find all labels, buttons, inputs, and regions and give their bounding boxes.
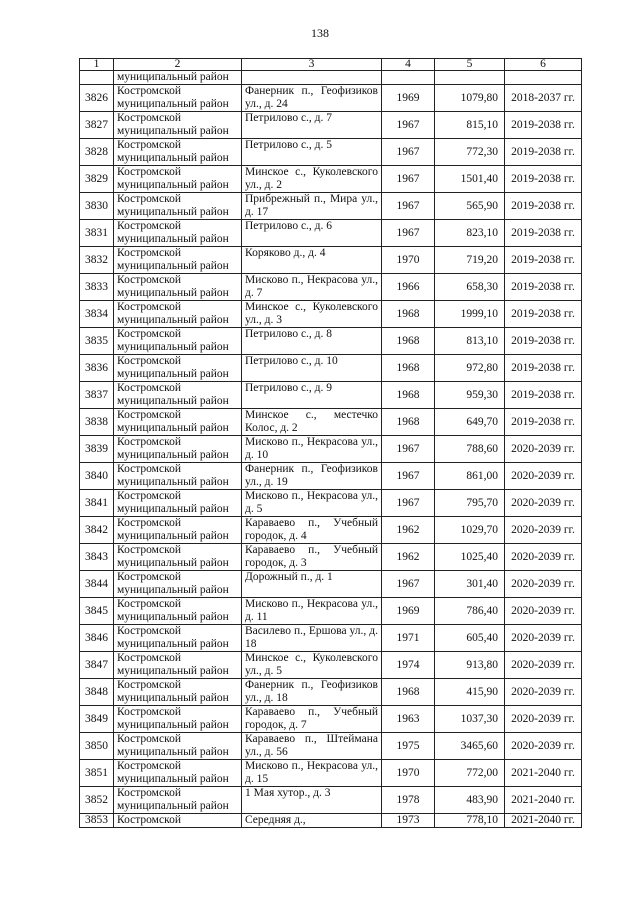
period-cell: 2019-2038 гг. (505, 409, 582, 436)
row-number-cell: 3843 (80, 544, 114, 571)
year-cell: 1962 (382, 544, 435, 571)
district-cell: Костромской муниципальный район (114, 139, 242, 166)
table-row (80, 760, 582, 787)
row-number-cell: 3847 (80, 652, 114, 679)
area-cell: 565,90 (435, 193, 505, 220)
area-cell: 913,80 (435, 652, 505, 679)
address-cell: Коряково д., д. 4 (242, 247, 382, 274)
area-cell: 815,10 (435, 112, 505, 139)
address-cell: Караваево п., Учебный городок, д. 3 (242, 544, 382, 571)
period-cell: 2020-2039 гг. (505, 490, 582, 517)
area-cell: 719,20 (435, 247, 505, 274)
year-cell: 1967 (382, 166, 435, 193)
row-number-cell: 3831 (80, 220, 114, 247)
table-row (80, 328, 582, 355)
area-cell: 772,00 (435, 760, 505, 787)
year-cell: 1962 (382, 517, 435, 544)
district-cell: Костромской муниципальный район (114, 193, 242, 220)
period-cell: 2021-2040 гг. (505, 787, 582, 814)
column-header: 2 (114, 59, 242, 71)
row-number-cell: 3839 (80, 436, 114, 463)
row-number-cell: 3849 (80, 706, 114, 733)
district-cell: Костромской муниципальный район (114, 409, 242, 436)
area-cell: 861,00 (435, 463, 505, 490)
period-cell: 2019-2038 гг. (505, 382, 582, 409)
district-cell: Костромской муниципальный район (114, 328, 242, 355)
year-cell: 1975 (382, 733, 435, 760)
year-cell: 1974 (382, 652, 435, 679)
district-cell: Костромской муниципальный район (114, 679, 242, 706)
area-cell: 415,90 (435, 679, 505, 706)
row-number-cell: 3851 (80, 760, 114, 787)
address-cell: Мисково п., Некрасова ул., д. 15 (242, 760, 382, 787)
row-number-cell: 3830 (80, 193, 114, 220)
area-cell: 658,30 (435, 274, 505, 301)
year-cell: 1968 (382, 301, 435, 328)
district-cell: Костромской муниципальный район (114, 436, 242, 463)
row-number-cell: 3852 (80, 787, 114, 814)
table-row (80, 625, 582, 652)
table-row (80, 463, 582, 490)
district-cell: Костромской (114, 814, 242, 828)
year-cell: 1967 (382, 463, 435, 490)
district-cell: Костромской муниципальный район (114, 517, 242, 544)
district-cell: Костромской муниципальный район (114, 85, 242, 112)
row-number-cell: 3846 (80, 625, 114, 652)
period-cell: 2020-2039 гг. (505, 517, 582, 544)
year-cell: 1966 (382, 274, 435, 301)
district-cell: Костромской муниципальный район (114, 787, 242, 814)
year-cell: 1967 (382, 139, 435, 166)
table-row (80, 166, 582, 193)
table-cell (505, 71, 582, 85)
table-row (80, 544, 582, 571)
year-cell: 1968 (382, 328, 435, 355)
area-cell: 483,90 (435, 787, 505, 814)
address-cell: Минское с., Куколевского ул., д. 2 (242, 166, 382, 193)
period-cell: 2020-2039 гг. (505, 733, 582, 760)
address-cell: Дорожный п., д. 1 (242, 571, 382, 598)
area-cell: 778,10 (435, 814, 505, 828)
header-row (80, 59, 582, 71)
row-number-cell: 3832 (80, 247, 114, 274)
year-cell: 1967 (382, 436, 435, 463)
period-cell: 2020-2039 гг. (505, 679, 582, 706)
table-row (80, 733, 582, 760)
year-cell: 1970 (382, 760, 435, 787)
row-number-cell: 3840 (80, 463, 114, 490)
address-cell: Мисково п., Некрасова ул., д. 11 (242, 598, 382, 625)
district-cell: Костромской муниципальный район (114, 760, 242, 787)
row-number-cell: 3835 (80, 328, 114, 355)
housing-table (79, 58, 582, 828)
year-cell: 1968 (382, 409, 435, 436)
table-row (80, 706, 582, 733)
address-cell: Минское с., местечко Колос, д. 2 (242, 409, 382, 436)
address-cell: Петрилово с., д. 10 (242, 355, 382, 382)
area-cell: 772,30 (435, 139, 505, 166)
area-cell: 795,70 (435, 490, 505, 517)
period-cell: 2019-2038 гг. (505, 274, 582, 301)
address-cell: Минское с., Куколевского ул., д. 5 (242, 652, 382, 679)
address-cell: Мисково п., Некрасова ул., д. 7 (242, 274, 382, 301)
district-cell: Костромской муниципальный район (114, 571, 242, 598)
table-row (80, 382, 582, 409)
period-cell: 2019-2038 гг. (505, 139, 582, 166)
period-cell: 2021-2040 гг. (505, 814, 582, 828)
period-cell: 2019-2038 гг. (505, 220, 582, 247)
district-cell: Костромской муниципальный район (114, 166, 242, 193)
table-row (80, 436, 582, 463)
year-cell: 1967 (382, 193, 435, 220)
address-cell: Минское с., Куколевского ул., д. 3 (242, 301, 382, 328)
table-row (80, 652, 582, 679)
period-cell: 2020-2039 гг. (505, 544, 582, 571)
table-row (80, 490, 582, 517)
period-cell: 2019-2038 гг. (505, 112, 582, 139)
row-number-cell: 3826 (80, 85, 114, 112)
year-cell: 1968 (382, 382, 435, 409)
period-cell: 2018-2037 гг. (505, 85, 582, 112)
address-cell: Петрилово с., д. 5 (242, 139, 382, 166)
address-cell: Караваево п., Учебный городок, д. 7 (242, 706, 382, 733)
address-cell: Фанерник п., Геофизиков ул., д. 18 (242, 679, 382, 706)
table-row (80, 139, 582, 166)
period-cell: 2020-2039 гг. (505, 625, 582, 652)
table-cell (80, 71, 114, 85)
period-cell: 2021-2040 гг. (505, 760, 582, 787)
area-cell: 605,40 (435, 625, 505, 652)
page-number: 138 (311, 26, 329, 40)
table-row (80, 517, 582, 544)
address-cell: Фанерник п., Геофизиков ул., д. 24 (242, 85, 382, 112)
district-cell: Костромской муниципальный район (114, 544, 242, 571)
area-cell: 1025,40 (435, 544, 505, 571)
district-cell: Костромской муниципальный район (114, 220, 242, 247)
year-cell: 1963 (382, 706, 435, 733)
area-cell: 1037,30 (435, 706, 505, 733)
district-cell: Костромской муниципальный район (114, 382, 242, 409)
table-row (80, 85, 582, 112)
column-header: 3 (242, 59, 382, 71)
period-cell: 2019-2038 гг. (505, 247, 582, 274)
row-number-cell: 3836 (80, 355, 114, 382)
row-number-cell: 3837 (80, 382, 114, 409)
table-row (80, 247, 582, 274)
district-cell: Костромской муниципальный район (114, 625, 242, 652)
table-row (80, 355, 582, 382)
table-row-partial (80, 814, 582, 828)
column-header: 5 (435, 59, 505, 71)
address-cell: Прибрежный п., Мира ул., д. 17 (242, 193, 382, 220)
table-cell (242, 71, 382, 85)
period-cell: 2019-2038 гг. (505, 166, 582, 193)
area-cell: 1029,70 (435, 517, 505, 544)
period-cell: 2019-2038 гг. (505, 193, 582, 220)
year-cell: 1967 (382, 220, 435, 247)
period-cell: 2020-2039 гг. (505, 706, 582, 733)
row-number-cell: 3853 (80, 814, 114, 828)
address-cell: Середняя д., (242, 814, 382, 828)
row-number-cell: 3845 (80, 598, 114, 625)
row-number-cell: 3842 (80, 517, 114, 544)
year-cell: 1968 (382, 679, 435, 706)
period-cell: 2019-2038 гг. (505, 301, 582, 328)
year-cell: 1969 (382, 85, 435, 112)
row-number-cell: 3827 (80, 112, 114, 139)
address-cell: 1 Мая хутор., д. 3 (242, 787, 382, 814)
district-cell: Костромской муниципальный район (114, 598, 242, 625)
address-cell: Мисково п., Некрасова ул., д. 5 (242, 490, 382, 517)
address-cell: Караваево п., Учебный городок, д. 4 (242, 517, 382, 544)
area-cell: 1501,40 (435, 166, 505, 193)
table-row (80, 220, 582, 247)
row-number-cell: 3841 (80, 490, 114, 517)
row-number-cell: 3850 (80, 733, 114, 760)
district-cell: муниципальный район (114, 71, 242, 85)
table-row (80, 409, 582, 436)
district-cell: Костромской муниципальный район (114, 247, 242, 274)
district-cell: Костромской муниципальный район (114, 355, 242, 382)
period-cell: 2019-2038 гг. (505, 355, 582, 382)
period-cell: 2020-2039 гг. (505, 652, 582, 679)
row-number-cell: 3829 (80, 166, 114, 193)
row-number-cell: 3833 (80, 274, 114, 301)
column-header: 4 (382, 59, 435, 71)
district-cell: Костромской муниципальный район (114, 490, 242, 517)
table-row (80, 112, 582, 139)
table-row (80, 193, 582, 220)
district-cell: Костромской муниципальный район (114, 733, 242, 760)
area-cell: 301,40 (435, 571, 505, 598)
address-cell: Мисково п., Некрасова ул., д. 10 (242, 436, 382, 463)
year-cell: 1970 (382, 247, 435, 274)
district-cell: Костромской муниципальный район (114, 301, 242, 328)
table-row (80, 679, 582, 706)
area-cell: 3465,60 (435, 733, 505, 760)
table-row (80, 598, 582, 625)
address-cell: Фанерник п., Геофизиков ул., д. 19 (242, 463, 382, 490)
period-cell: 2020-2039 гг. (505, 571, 582, 598)
district-cell: Костромской муниципальный район (114, 274, 242, 301)
column-header: 1 (80, 59, 114, 71)
year-cell: 1971 (382, 625, 435, 652)
year-cell: 1967 (382, 112, 435, 139)
year-cell: 1967 (382, 571, 435, 598)
row-number-cell: 3828 (80, 139, 114, 166)
address-cell: Петрилово с., д. 6 (242, 220, 382, 247)
district-cell: Костромской муниципальный район (114, 706, 242, 733)
area-cell: 649,70 (435, 409, 505, 436)
column-header: 6 (505, 59, 582, 71)
area-cell: 1999,10 (435, 301, 505, 328)
year-cell: 1978 (382, 787, 435, 814)
area-cell: 959,30 (435, 382, 505, 409)
area-cell: 823,10 (435, 220, 505, 247)
table-row (80, 274, 582, 301)
row-number-cell: 3844 (80, 571, 114, 598)
period-cell: 2020-2039 гг. (505, 598, 582, 625)
district-cell: Костромской муниципальный район (114, 112, 242, 139)
row-number-cell: 3848 (80, 679, 114, 706)
table-cell (382, 71, 435, 85)
address-cell: Петрилово с., д. 7 (242, 112, 382, 139)
row-number-cell: 3834 (80, 301, 114, 328)
area-cell: 1079,80 (435, 85, 505, 112)
area-cell: 786,40 (435, 598, 505, 625)
district-cell: Костромской муниципальный район (114, 463, 242, 490)
address-cell: Петрилово с., д. 8 (242, 328, 382, 355)
row-number-cell: 3838 (80, 409, 114, 436)
table-row (80, 301, 582, 328)
period-cell: 2020-2039 гг. (505, 463, 582, 490)
table-cell (435, 71, 505, 85)
area-cell: 813,10 (435, 328, 505, 355)
address-cell: Василево п., Ершова ул., д. 18 (242, 625, 382, 652)
table-row (80, 787, 582, 814)
address-cell: Петрилово с., д. 9 (242, 382, 382, 409)
period-cell: 2020-2039 гг. (505, 436, 582, 463)
year-cell: 1968 (382, 355, 435, 382)
year-cell: 1969 (382, 598, 435, 625)
district-cell: Костромской муниципальный район (114, 652, 242, 679)
continuation-row (80, 71, 582, 85)
address-cell: Караваево п., Штеймана ул., д. 56 (242, 733, 382, 760)
area-cell: 788,60 (435, 436, 505, 463)
period-cell: 2019-2038 гг. (505, 328, 582, 355)
area-cell: 972,80 (435, 355, 505, 382)
year-cell: 1973 (382, 814, 435, 828)
table-row (80, 571, 582, 598)
year-cell: 1967 (382, 490, 435, 517)
